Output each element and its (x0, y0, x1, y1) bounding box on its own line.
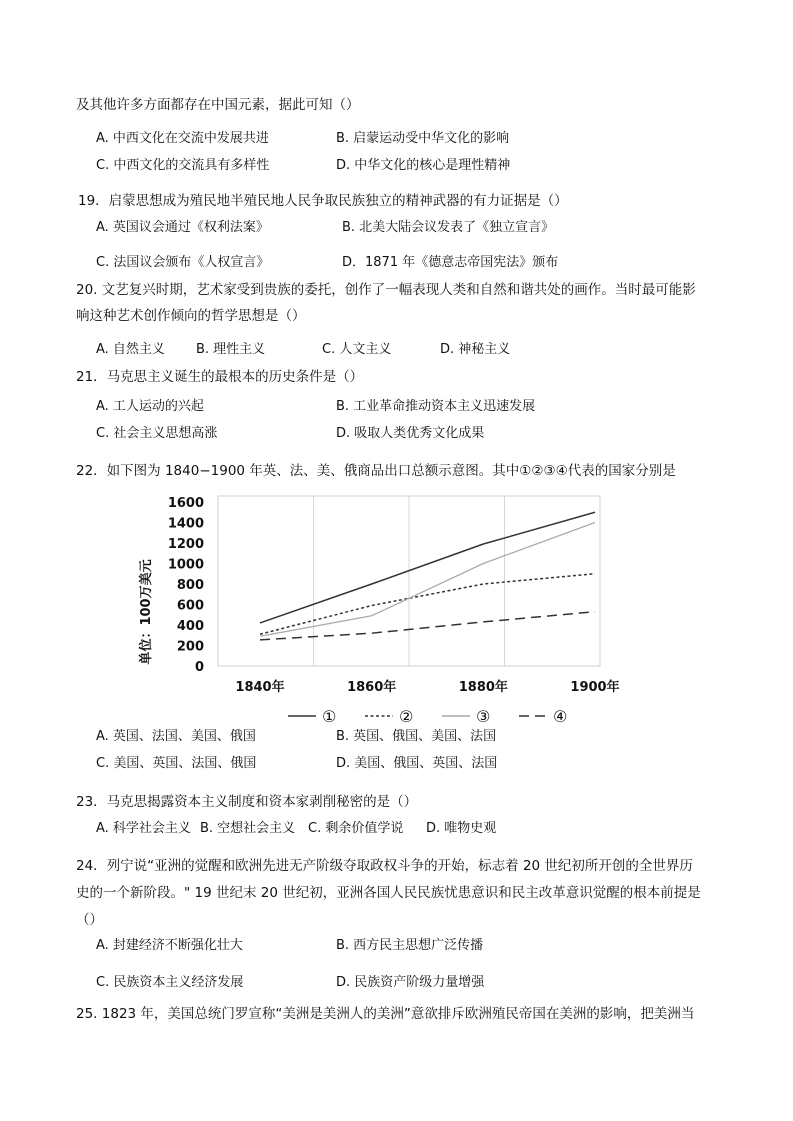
series-line-1 (260, 512, 595, 623)
q23-option-d: D. 唯物史观 (426, 821, 497, 836)
q24-option-d: D. 民族资产阶级力量增强 (336, 975, 485, 990)
q20-stem-line1: 20. 文艺复兴时期，艺术家受到贵族的委托，创作了一幅表现人类和自然和谐共处的画作。当时最可能影 (76, 282, 696, 298)
q22-option-c: C. 美国、英国、法国、俄国 (96, 756, 257, 771)
y-tick-label: 200 (176, 639, 204, 655)
q20-option-d: D. 神秘主义 (440, 342, 511, 357)
q24-option-a: A. 封建经济不断强化壮大 (96, 938, 243, 953)
q20-option-b: B. 理性主义 (196, 342, 266, 357)
q18-option-d: D. 中华文化的核心是理性精神 (336, 158, 511, 173)
y-axis-label: 单位：100万美元 (139, 559, 154, 665)
y-tick-label: 800 (176, 578, 204, 593)
y-tick-label: 1400 (167, 516, 204, 532)
q22-option-b: B. 英国、俄国、美国、法国 (336, 729, 497, 744)
q19-option-d: D．1871 年《德意志帝国宪法》颁布 (342, 255, 559, 270)
q18-option-c: C. 中西文化的交流具有多样性 (96, 158, 270, 173)
q21-stem: 21．马克思主义诞生的最根本的历史条件是（） (76, 369, 364, 385)
q23-option-c: C. 剩余价值学说 (308, 821, 404, 836)
q20-stem-line2: 响这种艺术创作倾向的哲学思想是（） (76, 308, 306, 324)
q19-option-b: B. 北美大陆会议发表了《独立宣言》 (342, 220, 555, 235)
intro-text: 及其他许多方面都存在中国元素，据此可知（） (76, 97, 360, 113)
q23-option-b: B. 空想社会主义 (200, 821, 296, 836)
q24-option-b: B. 西方民主思想广泛传播 (336, 938, 484, 953)
x-tick-label: 1840年 (235, 680, 285, 695)
q18-option-b: B. 启蒙运动受中华文化的影响 (336, 131, 510, 146)
legend-label-4: ④ (553, 707, 568, 726)
series-line-3 (260, 523, 595, 637)
q24-option-c: C. 民族资本主义经济发展 (96, 975, 244, 990)
x-tick-label: 1860年 (347, 680, 397, 695)
y-tick-label: 1600 (167, 496, 204, 511)
y-tick-label: 0 (194, 660, 204, 675)
q20-option-c: C. 人文主义 (322, 342, 392, 357)
legend-label-1: ① (322, 707, 337, 726)
series-line-2 (260, 574, 595, 634)
q18-option-a: A. 中西文化在交流中发展共进 (96, 131, 269, 146)
q19-stem: 19．启蒙思想成为殖民地半殖民地人民争取民族独立的精神武器的有力证据是（） (78, 193, 568, 209)
q24-stem-line1: 24．列宁说“亚洲的觉醒和欧洲先进无产阶级夺取政权斗争的开始，标志着 20 世纪初所开创的全世界历 (76, 858, 693, 874)
q21-option-d: D. 吸取人类优秀文化成果 (336, 426, 485, 441)
x-tick-label: 1900年 (570, 680, 620, 695)
q22-option-a: A. 英国、法国、美国、俄国 (96, 729, 256, 744)
y-tick-label: 1000 (167, 557, 204, 573)
series-line-4 (260, 612, 595, 640)
q24-stem-line2: 史的一个新阶段。" 19 世纪末 20 世纪初，亚洲各国人民民族忧患意识和民主改革意识觉醒的根本前提是 (76, 885, 701, 901)
q22-option-d: D. 美国、俄国、英国、法国 (336, 756, 498, 771)
q19-option-a: A. 英国议会通过《权利法案》 (96, 220, 269, 235)
q19-option-c: C. 法国议会颁布《人权宣言》 (96, 255, 270, 270)
q20-option-a: A. 自然主义 (96, 342, 165, 357)
q24-stem-line3: （） (76, 912, 103, 928)
y-tick-label: 1200 (167, 537, 204, 552)
q25-stem-line1: 25. 1823 年，美国总统门罗宣称“美洲是美洲人的美洲”意欲排斥欧洲殖民帝国在美洲的影响，把美洲当 (76, 1006, 695, 1022)
x-tick-label: 1880年 (458, 680, 508, 695)
q21-option-c: C. 社会主义思想高涨 (96, 426, 218, 441)
q23-stem: 23．马克思揭露资本主义制度和资本家剥削秘密的是（） (76, 794, 418, 810)
q21-option-b: B. 工业革命推动资本主义迅速发展 (336, 399, 536, 414)
legend-label-3: ③ (476, 707, 491, 726)
legend-label-2: ② (399, 707, 414, 726)
export-chart (139, 488, 650, 726)
q21-option-a: A. 工人运动的兴起 (96, 399, 204, 414)
y-tick-label: 600 (176, 598, 204, 614)
q22-stem: 22．如下图为 1840−1900 年英、法、美、俄商品出口总额示意图。其中①②③④代表的国家分别是 (76, 463, 676, 479)
q23-option-a: A. 科学社会主义 (96, 821, 191, 836)
y-tick-label: 400 (176, 619, 204, 634)
